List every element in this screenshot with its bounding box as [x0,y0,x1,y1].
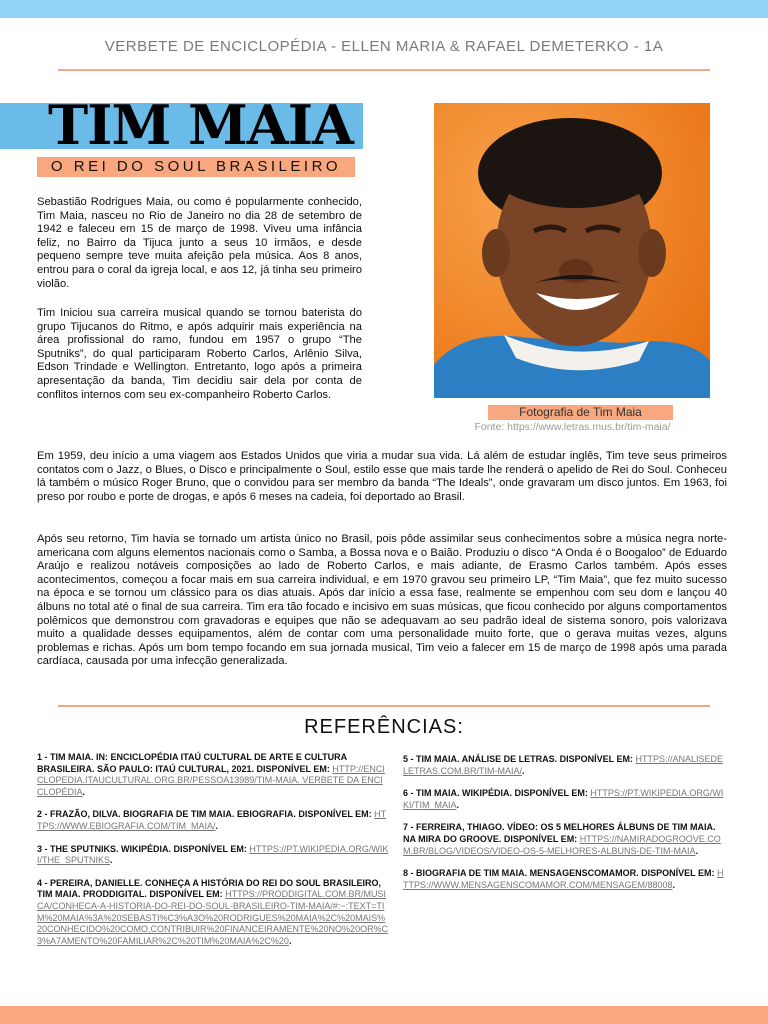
references-title: REFERÊNCIAS: [304,716,464,738]
reference-link[interactable]: HTTPS://PT.WIKIPEDIA.ORG/WIKI/THE_SPUTNIKS [37,843,389,866]
reference-item: 7 - FERREIRA, THIAGO. VÍDEO: OS 5 MELHORES ÁLBUNS DE TIM MAIA. NA MIRA DO GROOVE. DISPONÍVEL EM: HTTPS://NAMIRADOGROOVE.COM.BR/BLOG/VIDEOS/VIDEO-OS-5-MELHORES-ALBUNS-DE-TIM-MAIA. [403,822,721,856]
reference-link[interactable]: HTTP://ENCICLOPEDIA.ITAUCULTURAL.ORG.BR/PESSOA13989/TIM-MAIA. VERBETE DA ENCICLOPÉDIA [37,763,385,797]
reference-item: 5 - TIM MAIA. ANÁLISE DE LETRAS. DISPONÍVEL EM: HTTPS://ANALISEDELETRAS.COM.BR/TIM-MAIA/. [403,754,724,776]
tim-maia-photo [434,103,710,398]
reference-item: 1 - TIM MAIA. IN: ENCICLOPÉDIA ITAÚ CULTURAL DE ARTE E CULTURA BRASILEIRA. SÃO PAULO: ITAÚ CULTURAL, 2021. DISPONÍVEL EM: HTTP://ENCICLOPEDIA.ITAUCULTURAL.ORG.BR/PESSOA13989/TIM-MAIA. VERBETE DA ENCICLOPÉDIA. [37,752,385,797]
reference-item: 8 - BIOGRAFIA DE TIM MAIA. MENSAGENSCOMAMOR. DISPONÍVEL EM: HTTPS://WWW.MENSAGENSCOMAMOR.COM/MENSAGEM/88008. [403,868,724,890]
reference-item: 4 - PEREIRA, DANIELLE. CONHEÇA A HISTÓRIA DO REI DO SOUL BRASILEIRO, TIM MAIA. PRODDIGITAL. DISPONÍVEL EM: HTTPS://PRODDIGITAL.COM.BR/MUSICA/CONHECA-A-HISTORIA-DO-REI-DO-SOUL-BRASILEIRO-TIM-MAIA/#:~:TEXT=TIM%20MAIA%3A%20SEBASTI%C3%A3O%20RODRIGUES%20MAIA%2C%20MAIS%20CONHECIDO%20COMO,CONTRIBUIR%20FINANCEIRAMENTE%20NO%20OR%C3%A7AMENTO%20FAMILIAR%2C%20TIM%20MAIA%2C%20. [37,877,389,946]
reference-link[interactable]: HTTPS://WWW.MENSAGENSCOMAMOR.COM/MENSAGEM/88008 [403,868,724,890]
portrait-illustration [434,103,710,398]
paragraph-4: Após seu retorno, Tim havia se tornado um artista único no Brasil, pois pôde assimilar seus conhecimentos sobre a música negra norte-americana com alguns elementos nacionais como o Samba, a Bossa nova e o Baião. Produziu o disco “A Onda é o Boogaloo” de Eduardo Araújo e realizou notáveis composições ao lado de Roberto Carlos, e mais adiante, de Erasmo Carlos também. Após esses acontecimentos, começou a focar mais em sua carreira individual, e em 1970 gravou seu primeiro LP, “Tim Maia”, que fez muito sucesso na época e se tornou um clássico para os dias atuais. Após dar início a essa fase, realmente se empenhou com seu dom e lançou 40 álbuns no total até o final de sua carreira. Tim era tão focado e incisivo em suas músicas, que ficou conhecido por alguns comportamentos polêmicos que demonstrou com gravadoras e equipes que não se adequavam ao seu padrão ideal de sistema sonoro, pois valorizava muito a qualidade desses equipamentos, além de contar com uma personalidade muito forte, que o gerava muitas vezes, alguns problemas e richas. Após um bom tempo focando em sua jornada musical, Tim veio a falecer em 15 de março de 1998 após uma parada cardíaca, causada por uma infecção generalizada. [37,533,727,668]
references-column-right [403,754,728,902]
photo-source: Fonte: https://www.letras.mus.br/tim-maia/ [474,421,671,433]
paragraph-3: Em 1959, deu início a uma viagem aos Estados Unidos que viria a mudar sua vida. Lá além de estudar inglês, Tim teve seus primeiros contatos com o Jazz, o Blues, o Disco e principalmente o Soul, estilo esse que mais tarde lhe renderá o apelido de Rei do Soul. Conheceu lá também o músico Roger Bruno, que o convidou para ser membro da banda “The Ideals”, onde gravaram um disco juntos. Em 1963, foi preso por roubo e porte de drogas, e após 6 meses na cadeia, foi deportado ao Brasil. [37,450,727,503]
references-divider [58,705,710,707]
reference-link[interactable]: HTTPS://NAMIRADOGROOVE.COM.BR/BLOG/VIDEOS/VIDEO-OS-5-MELHORES-ALBUNS-DE-TIM-MAIA [403,833,721,856]
page-header: VERBETE DE ENCICLOPÉDIA - ELLEN MARIA & RAFAEL DEMETERKO - 1A [104,38,664,55]
header-divider [58,69,710,71]
reference-link[interactable]: HTTPS://WWW.EBIOGRAFIA.COM/TIM_MAIA/ [37,809,387,831]
reference-link[interactable]: HTTPS://PT.WIKIPEDIA.ORG/WIKI/TIM_MAIA [403,788,724,810]
reference-link[interactable]: HTTPS://PRODDIGITAL.COM.BR/MUSICA/CONHECA-A-HISTORIA-DO-REI-DO-SOUL-BRASILEIRO-TIM-MAIA/#:~:TEXT=TIM%20MAIA%3A%20SEBASTI%C3%A3O%20RODRIGUES%20MAIA%2C%20MAIS%20CONHECIDO%20COMO,CONTRIBUIR%20FINANCEIRAMENTE%20NO%20OR%C3%A7AMENTO%20FAMILIAR%2C%20TIM%20MAIA%2C%20 [37,889,389,946]
reference-item: 6 - TIM MAIA. WIKIPÉDIA. DISPONÍVEL EM: HTTPS://PT.WIKIPEDIA.ORG/WIKI/TIM_MAIA. [403,788,724,810]
page-subtitle: O REI DO SOUL BRASILEIRO [37,157,355,177]
paragraph-1: Sebastião Rodrigues Maia, ou como é popularmente conhecido, Tim Maia, nasceu no Rio de Janeiro no dia 28 de setembro de 1942 e faleceu em 15 de março de 1998. Viveu uma infância feliz, no Bairro da Tijuca junto a seus 10 irmãos, e desde pequeno sempre teve muita afeição pela música. Aos 8 anos, entrou para o coral da igreja local, e aos 12, já tinha seu primeiro violão. [37,196,362,290]
reference-item: 2 - FRAZÃO, DILVA. BIOGRAFIA DE TIM MAIA. EBIOGRAFIA. DISPONÍVEL EM: HTTPS://WWW.EBIOGRAFIA.COM/TIM_MAIA/. [37,809,387,831]
references-column-left [37,752,389,958]
paragraph-2: Tim Iniciou sua carreira musical quando se tornou baterista do grupo Tijucanos do Ritmo, e após adquirir mais experiência na área profissional do ramo, fundou em 1957 o grupo “The Sputniks”, do qual participaram Roberto Carlos, Arlênio Silva, Edson Trindade e Wellington. Entretanto, logo após a primeira apresentação da banda, Tim decidiu sair dela por conta de conflitos internos com seu ex-companheiro Roberto Carlos. [37,307,362,401]
top-color-bar [0,0,768,18]
photo-caption: Fotografia de Tim Maia [488,405,673,420]
page-title: TIM MAIA [48,93,353,157]
reference-item: 3 - THE SPUTNIKS. WIKIPÉDIA. DISPONÍVEL EM: HTTPS://PT.WIKIPEDIA.ORG/WIKI/THE_SPUTNIKS. [37,843,389,866]
reference-link[interactable]: HTTPS://ANALISEDELETRAS.COM.BR/TIM-MAIA/ [403,754,724,776]
bottom-color-bar [0,1006,768,1024]
